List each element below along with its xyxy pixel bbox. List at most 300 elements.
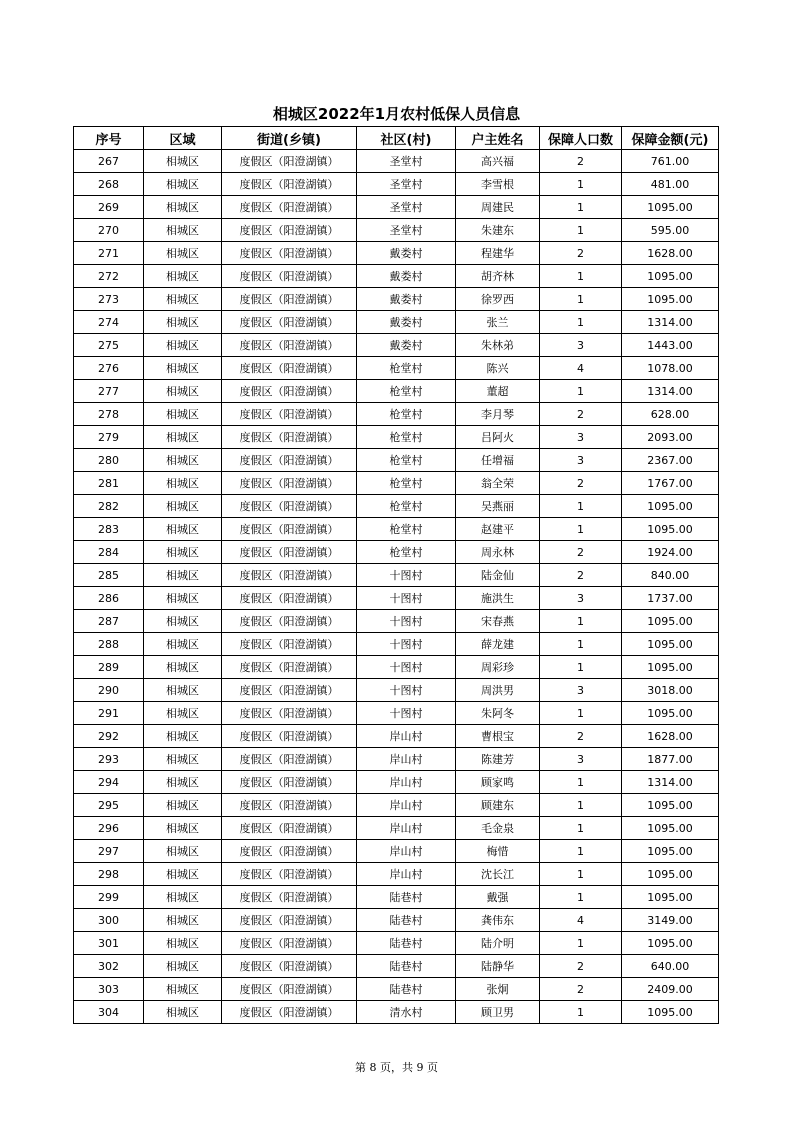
cell-village: 枪堂村 <box>357 380 456 403</box>
cell-people: 1 <box>540 886 622 909</box>
cell-amount: 1314.00 <box>622 311 719 334</box>
cell-street: 度假区（阳澄湖镇） <box>222 817 357 840</box>
cell-village: 十图村 <box>357 702 456 725</box>
cell-area: 相城区 <box>144 633 222 656</box>
cell-street: 度假区（阳澄湖镇） <box>222 564 357 587</box>
table-row <box>74 219 719 242</box>
cell-householder: 张兰 <box>456 311 540 334</box>
cell-people: 1 <box>540 1001 622 1024</box>
page-title: 相城区2022年1月农村低保人员信息 <box>272 105 521 123</box>
cell-amount: 3149.00 <box>622 909 719 932</box>
table-row <box>74 725 719 748</box>
cell-street: 度假区（阳澄湖镇） <box>222 771 357 794</box>
header-area: 区域 <box>144 127 222 150</box>
cell-amount: 840.00 <box>622 564 719 587</box>
table-row <box>74 955 719 978</box>
cell-amount: 1095.00 <box>622 1001 719 1024</box>
cell-street: 度假区（阳澄湖镇） <box>222 679 357 702</box>
header-seq: 序号 <box>74 127 144 150</box>
cell-amount: 3018.00 <box>622 679 719 702</box>
cell-village: 岸山村 <box>357 725 456 748</box>
cell-householder: 周彩珍 <box>456 656 540 679</box>
cell-seq: 268 <box>74 173 144 196</box>
cell-village: 岸山村 <box>357 863 456 886</box>
table-row <box>74 426 719 449</box>
cell-people: 1 <box>540 702 622 725</box>
cell-people: 1 <box>540 794 622 817</box>
cell-amount: 1314.00 <box>622 380 719 403</box>
cell-village: 圣堂村 <box>357 219 456 242</box>
table-row <box>74 863 719 886</box>
header-village: 社区(村) <box>357 127 456 150</box>
cell-amount: 481.00 <box>622 173 719 196</box>
cell-street: 度假区（阳澄湖镇） <box>222 495 357 518</box>
cell-village: 枪堂村 <box>357 449 456 472</box>
cell-householder: 顾建东 <box>456 794 540 817</box>
cell-amount: 1095.00 <box>622 495 719 518</box>
cell-area: 相城区 <box>144 702 222 725</box>
cell-householder: 朱林弟 <box>456 334 540 357</box>
table-row <box>74 886 719 909</box>
page-footer: 第 8 页，共 9 页 <box>355 1061 438 1074</box>
cell-people: 3 <box>540 748 622 771</box>
header-street: 街道(乡镇) <box>222 127 357 150</box>
cell-householder: 胡齐林 <box>456 265 540 288</box>
cell-street: 度假区（阳澄湖镇） <box>222 656 357 679</box>
cell-area: 相城区 <box>144 748 222 771</box>
cell-area: 相城区 <box>144 909 222 932</box>
cell-village: 戴娄村 <box>357 288 456 311</box>
cell-street: 度假区（阳澄湖镇） <box>222 978 357 1001</box>
cell-amount: 2409.00 <box>622 978 719 1001</box>
cell-householder: 朱建东 <box>456 219 540 242</box>
cell-people: 1 <box>540 196 622 219</box>
cell-people: 4 <box>540 357 622 380</box>
cell-street: 度假区（阳澄湖镇） <box>222 886 357 909</box>
cell-householder: 曹根宝 <box>456 725 540 748</box>
cell-area: 相城区 <box>144 564 222 587</box>
cell-amount: 1095.00 <box>622 932 719 955</box>
cell-amount: 1737.00 <box>622 587 719 610</box>
cell-street: 度假区（阳澄湖镇） <box>222 311 357 334</box>
table-row <box>74 173 719 196</box>
cell-amount: 1095.00 <box>622 265 719 288</box>
cell-seq: 280 <box>74 449 144 472</box>
cell-householder: 戴强 <box>456 886 540 909</box>
table-row <box>74 840 719 863</box>
cell-area: 相城区 <box>144 725 222 748</box>
cell-people: 1 <box>540 610 622 633</box>
cell-street: 度假区（阳澄湖镇） <box>222 426 357 449</box>
cell-area: 相城区 <box>144 173 222 196</box>
cell-area: 相城区 <box>144 495 222 518</box>
cell-amount: 1767.00 <box>622 472 719 495</box>
cell-village: 十图村 <box>357 610 456 633</box>
cell-seq: 279 <box>74 426 144 449</box>
cell-householder: 陈兴 <box>456 357 540 380</box>
cell-amount: 1095.00 <box>622 794 719 817</box>
cell-area: 相城区 <box>144 380 222 403</box>
cell-seq: 273 <box>74 288 144 311</box>
cell-village: 十图村 <box>357 587 456 610</box>
cell-amount: 628.00 <box>622 403 719 426</box>
cell-amount: 1095.00 <box>622 518 719 541</box>
cell-village: 清水村 <box>357 1001 456 1024</box>
cell-street: 度假区（阳澄湖镇） <box>222 288 357 311</box>
cell-people: 2 <box>540 564 622 587</box>
cell-householder: 李月琴 <box>456 403 540 426</box>
table-row <box>74 495 719 518</box>
cell-householder: 周建民 <box>456 196 540 219</box>
cell-area: 相城区 <box>144 449 222 472</box>
cell-householder: 顾家鸣 <box>456 771 540 794</box>
cell-seq: 269 <box>74 196 144 219</box>
header-amount: 保障金额(元) <box>622 127 719 150</box>
cell-seq: 299 <box>74 886 144 909</box>
cell-people: 1 <box>540 219 622 242</box>
cell-street: 度假区（阳澄湖镇） <box>222 357 357 380</box>
cell-people: 2 <box>540 403 622 426</box>
cell-people: 1 <box>540 173 622 196</box>
cell-householder: 顾卫男 <box>456 1001 540 1024</box>
cell-street: 度假区（阳澄湖镇） <box>222 587 357 610</box>
cell-area: 相城区 <box>144 150 222 173</box>
cell-amount: 1078.00 <box>622 357 719 380</box>
table-row <box>74 794 719 817</box>
table-row <box>74 334 719 357</box>
cell-householder: 陆介明 <box>456 932 540 955</box>
cell-seq: 297 <box>74 840 144 863</box>
cell-householder: 高兴福 <box>456 150 540 173</box>
cell-village: 圣堂村 <box>357 150 456 173</box>
cell-street: 度假区（阳澄湖镇） <box>222 748 357 771</box>
cell-people: 2 <box>540 150 622 173</box>
cell-area: 相城区 <box>144 196 222 219</box>
cell-street: 度假区（阳澄湖镇） <box>222 472 357 495</box>
cell-village: 枪堂村 <box>357 403 456 426</box>
cell-street: 度假区（阳澄湖镇） <box>222 449 357 472</box>
cell-street: 度假区（阳澄湖镇） <box>222 219 357 242</box>
cell-people: 1 <box>540 288 622 311</box>
cell-seq: 304 <box>74 1001 144 1024</box>
cell-village: 戴娄村 <box>357 265 456 288</box>
cell-area: 相城区 <box>144 771 222 794</box>
cell-people: 1 <box>540 265 622 288</box>
cell-seq: 282 <box>74 495 144 518</box>
cell-amount: 2367.00 <box>622 449 719 472</box>
cell-village: 陆巷村 <box>357 909 456 932</box>
cell-seq: 290 <box>74 679 144 702</box>
cell-people: 1 <box>540 863 622 886</box>
cell-area: 相城区 <box>144 403 222 426</box>
cell-people: 1 <box>540 311 622 334</box>
cell-village: 枪堂村 <box>357 426 456 449</box>
cell-village: 戴娄村 <box>357 242 456 265</box>
cell-area: 相城区 <box>144 978 222 1001</box>
table-row <box>74 288 719 311</box>
cell-people: 4 <box>540 909 622 932</box>
cell-seq: 274 <box>74 311 144 334</box>
cell-seq: 283 <box>74 518 144 541</box>
cell-amount: 1628.00 <box>622 725 719 748</box>
cell-village: 枪堂村 <box>357 357 456 380</box>
cell-street: 度假区（阳澄湖镇） <box>222 380 357 403</box>
cell-area: 相城区 <box>144 242 222 265</box>
cell-area: 相城区 <box>144 863 222 886</box>
cell-street: 度假区（阳澄湖镇） <box>222 334 357 357</box>
cell-area: 相城区 <box>144 357 222 380</box>
cell-street: 度假区（阳澄湖镇） <box>222 265 357 288</box>
records-table <box>73 126 719 1024</box>
cell-seq: 281 <box>74 472 144 495</box>
cell-village: 岸山村 <box>357 771 456 794</box>
cell-people: 2 <box>540 955 622 978</box>
cell-amount: 1095.00 <box>622 886 719 909</box>
table-row <box>74 587 719 610</box>
cell-seq: 267 <box>74 150 144 173</box>
cell-amount: 1628.00 <box>622 242 719 265</box>
table-row <box>74 633 719 656</box>
cell-area: 相城区 <box>144 817 222 840</box>
table-row <box>74 150 719 173</box>
cell-amount: 2093.00 <box>622 426 719 449</box>
cell-seq: 293 <box>74 748 144 771</box>
cell-people: 1 <box>540 656 622 679</box>
cell-area: 相城区 <box>144 334 222 357</box>
cell-householder: 程建华 <box>456 242 540 265</box>
cell-seq: 289 <box>74 656 144 679</box>
cell-householder: 陆静华 <box>456 955 540 978</box>
cell-village: 十图村 <box>357 679 456 702</box>
cell-village: 戴娄村 <box>357 334 456 357</box>
table-row <box>74 357 719 380</box>
cell-street: 度假区（阳澄湖镇） <box>222 955 357 978</box>
cell-area: 相城区 <box>144 426 222 449</box>
cell-area: 相城区 <box>144 311 222 334</box>
cell-householder: 徐罗西 <box>456 288 540 311</box>
cell-village: 岸山村 <box>357 840 456 863</box>
cell-seq: 284 <box>74 541 144 564</box>
cell-householder: 施洪生 <box>456 587 540 610</box>
cell-householder: 张炯 <box>456 978 540 1001</box>
table-row <box>74 541 719 564</box>
table-row <box>74 932 719 955</box>
cell-seq: 295 <box>74 794 144 817</box>
cell-street: 度假区（阳澄湖镇） <box>222 909 357 932</box>
cell-householder: 翁全荣 <box>456 472 540 495</box>
table-header-row <box>74 127 719 150</box>
cell-householder: 毛金泉 <box>456 817 540 840</box>
cell-village: 枪堂村 <box>357 541 456 564</box>
cell-seq: 296 <box>74 817 144 840</box>
cell-people: 2 <box>540 472 622 495</box>
cell-village: 岸山村 <box>357 817 456 840</box>
cell-village: 十图村 <box>357 564 456 587</box>
cell-area: 相城区 <box>144 288 222 311</box>
cell-village: 岸山村 <box>357 748 456 771</box>
cell-street: 度假区（阳澄湖镇） <box>222 150 357 173</box>
cell-amount: 1095.00 <box>622 633 719 656</box>
cell-street: 度假区（阳澄湖镇） <box>222 702 357 725</box>
cell-householder: 梅惜 <box>456 840 540 863</box>
table-row <box>74 771 719 794</box>
table-row <box>74 518 719 541</box>
cell-householder: 周永林 <box>456 541 540 564</box>
header-people: 保障人口数 <box>540 127 622 150</box>
cell-people: 2 <box>540 978 622 1001</box>
cell-householder: 吕阿火 <box>456 426 540 449</box>
cell-amount: 640.00 <box>622 955 719 978</box>
table-row <box>74 817 719 840</box>
cell-householder: 陈建芳 <box>456 748 540 771</box>
cell-village: 陆巷村 <box>357 932 456 955</box>
cell-village: 陆巷村 <box>357 978 456 1001</box>
cell-people: 1 <box>540 932 622 955</box>
cell-seq: 271 <box>74 242 144 265</box>
cell-householder: 陆金仙 <box>456 564 540 587</box>
cell-amount: 1095.00 <box>622 196 719 219</box>
cell-people: 2 <box>540 541 622 564</box>
cell-seq: 276 <box>74 357 144 380</box>
cell-street: 度假区（阳澄湖镇） <box>222 242 357 265</box>
cell-amount: 1314.00 <box>622 771 719 794</box>
cell-village: 圣堂村 <box>357 196 456 219</box>
cell-amount: 595.00 <box>622 219 719 242</box>
cell-householder: 沈长江 <box>456 863 540 886</box>
cell-village: 十图村 <box>357 633 456 656</box>
cell-people: 3 <box>540 587 622 610</box>
table-row <box>74 656 719 679</box>
cell-area: 相城区 <box>144 794 222 817</box>
cell-area: 相城区 <box>144 1001 222 1024</box>
cell-street: 度假区（阳澄湖镇） <box>222 633 357 656</box>
table-row <box>74 702 719 725</box>
cell-people: 1 <box>540 495 622 518</box>
cell-area: 相城区 <box>144 610 222 633</box>
cell-area: 相城区 <box>144 656 222 679</box>
cell-seq: 291 <box>74 702 144 725</box>
cell-householder: 李雪根 <box>456 173 540 196</box>
cell-seq: 277 <box>74 380 144 403</box>
cell-seq: 278 <box>74 403 144 426</box>
cell-householder: 朱阿冬 <box>456 702 540 725</box>
cell-householder: 吴燕丽 <box>456 495 540 518</box>
cell-street: 度假区（阳澄湖镇） <box>222 863 357 886</box>
table-row <box>74 610 719 633</box>
table-row <box>74 978 719 1001</box>
cell-seq: 286 <box>74 587 144 610</box>
cell-people: 1 <box>540 840 622 863</box>
cell-people: 3 <box>540 679 622 702</box>
cell-village: 圣堂村 <box>357 173 456 196</box>
cell-amount: 1095.00 <box>622 863 719 886</box>
cell-people: 1 <box>540 380 622 403</box>
cell-people: 1 <box>540 817 622 840</box>
cell-street: 度假区（阳澄湖镇） <box>222 840 357 863</box>
cell-people: 2 <box>540 242 622 265</box>
cell-area: 相城区 <box>144 955 222 978</box>
cell-street: 度假区（阳澄湖镇） <box>222 725 357 748</box>
cell-village: 陆巷村 <box>357 886 456 909</box>
cell-street: 度假区（阳澄湖镇） <box>222 794 357 817</box>
cell-householder: 任增福 <box>456 449 540 472</box>
table-row <box>74 265 719 288</box>
cell-street: 度假区（阳澄湖镇） <box>222 610 357 633</box>
cell-amount: 1095.00 <box>622 288 719 311</box>
cell-area: 相城区 <box>144 518 222 541</box>
cell-area: 相城区 <box>144 541 222 564</box>
cell-householder: 薛龙建 <box>456 633 540 656</box>
cell-street: 度假区（阳澄湖镇） <box>222 541 357 564</box>
cell-seq: 294 <box>74 771 144 794</box>
table-row <box>74 564 719 587</box>
cell-village: 岸山村 <box>357 794 456 817</box>
table-row <box>74 472 719 495</box>
table-row <box>74 748 719 771</box>
cell-seq: 288 <box>74 633 144 656</box>
cell-seq: 298 <box>74 863 144 886</box>
cell-area: 相城区 <box>144 219 222 242</box>
cell-seq: 301 <box>74 932 144 955</box>
cell-people: 1 <box>540 518 622 541</box>
cell-area: 相城区 <box>144 472 222 495</box>
cell-area: 相城区 <box>144 587 222 610</box>
table-row <box>74 403 719 426</box>
cell-village: 枪堂村 <box>357 472 456 495</box>
header-householder: 户主姓名 <box>456 127 540 150</box>
cell-amount: 1095.00 <box>622 610 719 633</box>
table-row <box>74 380 719 403</box>
cell-seq: 292 <box>74 725 144 748</box>
cell-area: 相城区 <box>144 840 222 863</box>
cell-amount: 1095.00 <box>622 702 719 725</box>
table-row <box>74 311 719 334</box>
cell-householder: 董超 <box>456 380 540 403</box>
cell-seq: 272 <box>74 265 144 288</box>
cell-people: 3 <box>540 449 622 472</box>
cell-people: 1 <box>540 633 622 656</box>
cell-area: 相城区 <box>144 932 222 955</box>
cell-seq: 302 <box>74 955 144 978</box>
cell-amount: 1877.00 <box>622 748 719 771</box>
cell-village: 戴娄村 <box>357 311 456 334</box>
cell-amount: 1095.00 <box>622 840 719 863</box>
cell-seq: 303 <box>74 978 144 1001</box>
cell-people: 1 <box>540 771 622 794</box>
cell-people: 3 <box>540 426 622 449</box>
cell-street: 度假区（阳澄湖镇） <box>222 173 357 196</box>
cell-area: 相城区 <box>144 886 222 909</box>
cell-street: 度假区（阳澄湖镇） <box>222 518 357 541</box>
cell-householder: 宋春燕 <box>456 610 540 633</box>
cell-amount: 1095.00 <box>622 817 719 840</box>
cell-amount: 1443.00 <box>622 334 719 357</box>
cell-seq: 300 <box>74 909 144 932</box>
cell-street: 度假区（阳澄湖镇） <box>222 932 357 955</box>
cell-householder: 周洪男 <box>456 679 540 702</box>
table-row <box>74 242 719 265</box>
cell-people: 3 <box>540 334 622 357</box>
table-row <box>74 449 719 472</box>
cell-amount: 1095.00 <box>622 656 719 679</box>
table-row <box>74 196 719 219</box>
cell-area: 相城区 <box>144 265 222 288</box>
table-row <box>74 679 719 702</box>
table-row <box>74 909 719 932</box>
cell-people: 2 <box>540 725 622 748</box>
cell-area: 相城区 <box>144 679 222 702</box>
cell-seq: 270 <box>74 219 144 242</box>
